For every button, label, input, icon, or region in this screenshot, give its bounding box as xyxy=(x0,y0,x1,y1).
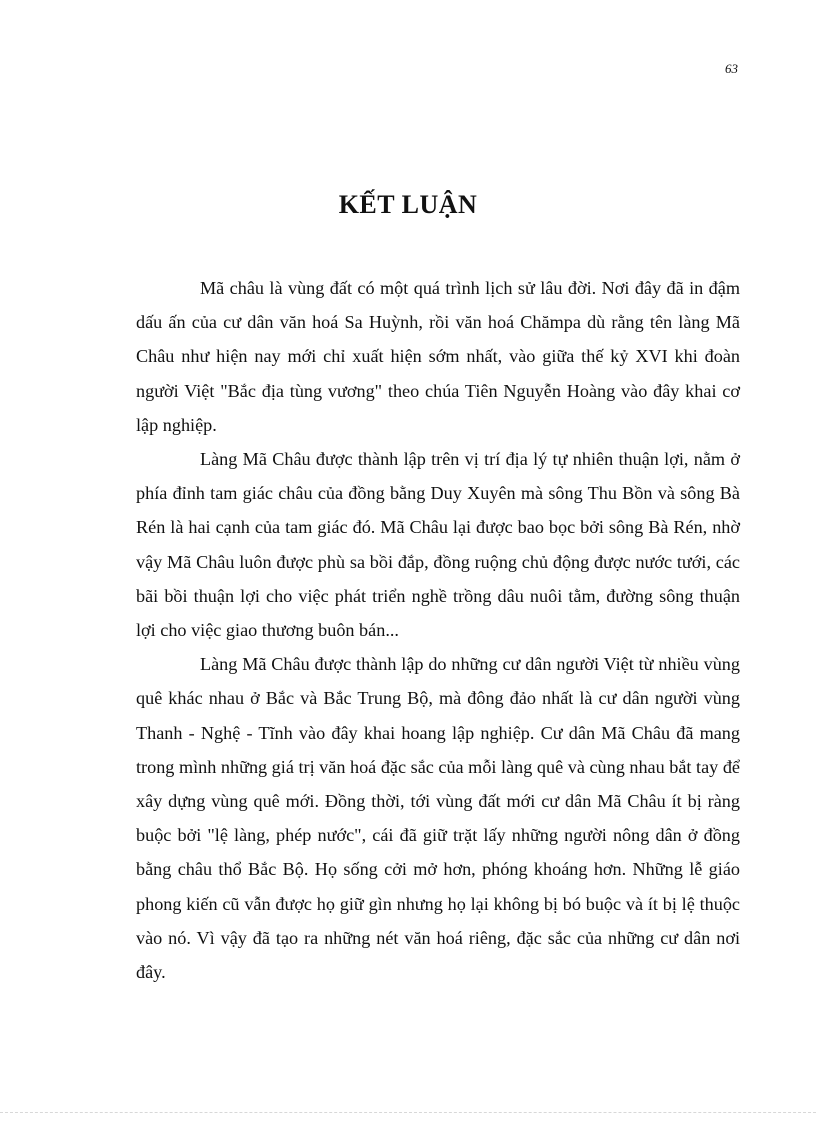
body-text xyxy=(136,271,740,989)
page-number: 63 xyxy=(725,61,738,76)
paragraph-1: Mã châu là vùng đất có một quá trình lịch sử lâu đời. Nơi đây đã in đậm dấu ấn của cư dân văn hoá Sa Huỳnh, rồi văn hoá Chămpa dù rằng tên làng Mã Châu như hiện nay mới chỉ xuất hiện sớm nhất, vào giữa thế kỷ XVI khi đoàn người Việt "Bắc địa tùng vương" theo chúa Tiên Nguyễn Hoàng vào đây khai cơ lập nghiệp. xyxy=(136,278,740,435)
page-bottom-rule xyxy=(0,1112,816,1113)
paragraph-2: Làng Mã Châu được thành lập trên vị trí địa lý tự nhiên thuận lợi, nằm ở phía đỉnh tam giác châu của đồng bằng Duy Xuyên mà sông Thu Bồn và sông Bà Rén là hai cạnh của tam giác đó. Mã Châu lại được bao bọc bởi sông Bà Rén, nhờ vậy Mã Châu luôn được phù sa bồi đắp, đồng ruộng chủ động được nước tưới, các bãi bồi thuận lợi cho việc phát triển nghề trồng dâu nuôi tằm, đường sông thuận lợi cho việc giao thương buôn bán... xyxy=(136,449,740,641)
page-title: KẾT LUẬN xyxy=(338,190,478,219)
paragraph-3: Làng Mã Châu được thành lập do những cư dân người Việt từ nhiều vùng quê khác nhau ở Bắc và Bắc Trung Bộ, mà đông đảo nhất là cư dân người vùng Thanh - Nghệ - Tĩnh vào đây khai hoang lập nghiệp. Cư dân Mã Châu đã mang trong mình những giá trị văn hoá đặc sắc của mỗi làng quê và cùng nhau bắt tay để xây dựng vùng quê mới. Đồng thời, tới vùng đất mới cư dân Mã Châu ít bị ràng buộc bởi "lệ làng, phép nước", cái đã giữ trặt lấy những người nông dân ở đồng bằng châu thổ Bắc Bộ. Họ sống cởi mở hơn, phóng khoáng hơn. Những lễ giáo phong kiến cũ vẫn được họ giữ gìn nhưng họ lại không bị bó buộc và ít bị lệ thuộc vào nó. Vì vậy đã tạo ra những nét văn hoá riêng, đặc sắc của những cư dân nơi đây. xyxy=(136,654,740,983)
